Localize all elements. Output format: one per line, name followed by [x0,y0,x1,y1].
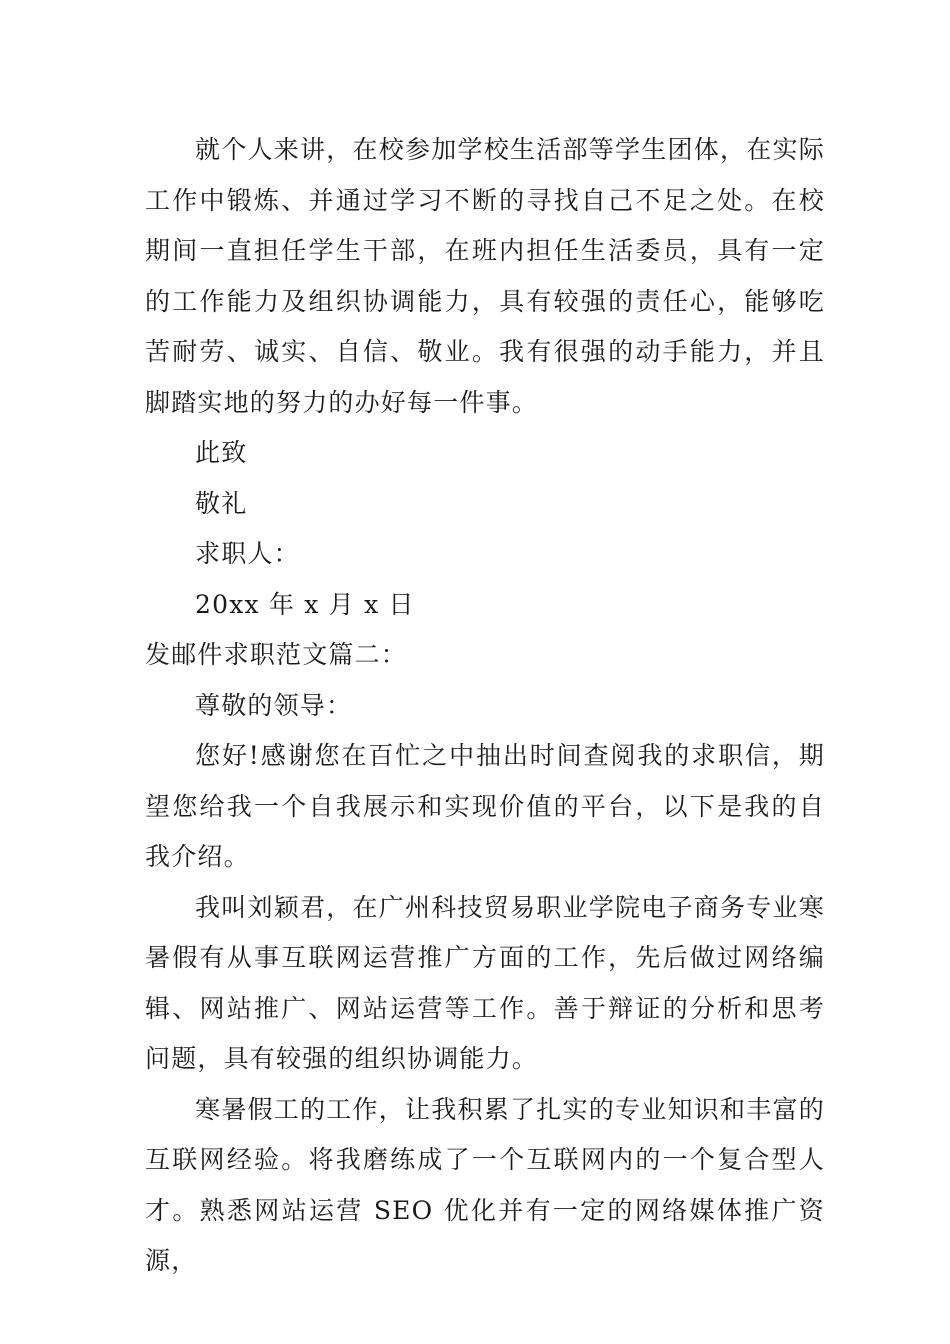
closing-line-1: 此致 [195,438,248,467]
paragraph-introduction: 我叫刘颖君，在广州科技贸易职业学院电子商务专业寒暑假有从事互联网运营推广方面的工作，先后做过网络编辑、网站推广、网站运营等工作。善于辩证的分析和思考问题，具有较强的组织协调能力。 [145,892,825,1073]
paragraph-self-description: 就个人来讲，在校参加学校生活部等学生团体，在实际工作中锻炼、并通过学习不断的寻找自己不足之处。在校期间一直担任学生干部，在班内担任生活委员，具有一定的工作能力及组织协调能力，具有较强的责任心，能够吃苦耐劳、诚实、自信、敬业。我有很强的动手能力，并且脚踏实地的努力的办好每一件事。 [145,135,825,417]
salutation: 尊敬的领导： [195,690,353,720]
letter-date: 20xx 年 x 月 x 日 [195,589,415,619]
closing-line-2: 敬礼 [195,488,248,518]
section-title: 发邮件求职范文篇二： [145,640,408,669]
paragraph-experience: 寒暑假工的工作，让我积累了扎实的专业知识和丰富的互联网经验。将我磨练成了一个互联网内的一个复合型人才。熟悉网站运营 SEO 优化并有一定的网络媒体推广资源， [145,1094,825,1275]
applicant-signature: 求职人： [195,539,300,568]
document-body [145,125,825,1287]
paragraph-greeting: 您好!感谢您在百忙之中抽出时间查阅我的求职信，期望您给我一个自我展示和实现价值的平台，以下是我的自我介绍。 [145,741,825,871]
